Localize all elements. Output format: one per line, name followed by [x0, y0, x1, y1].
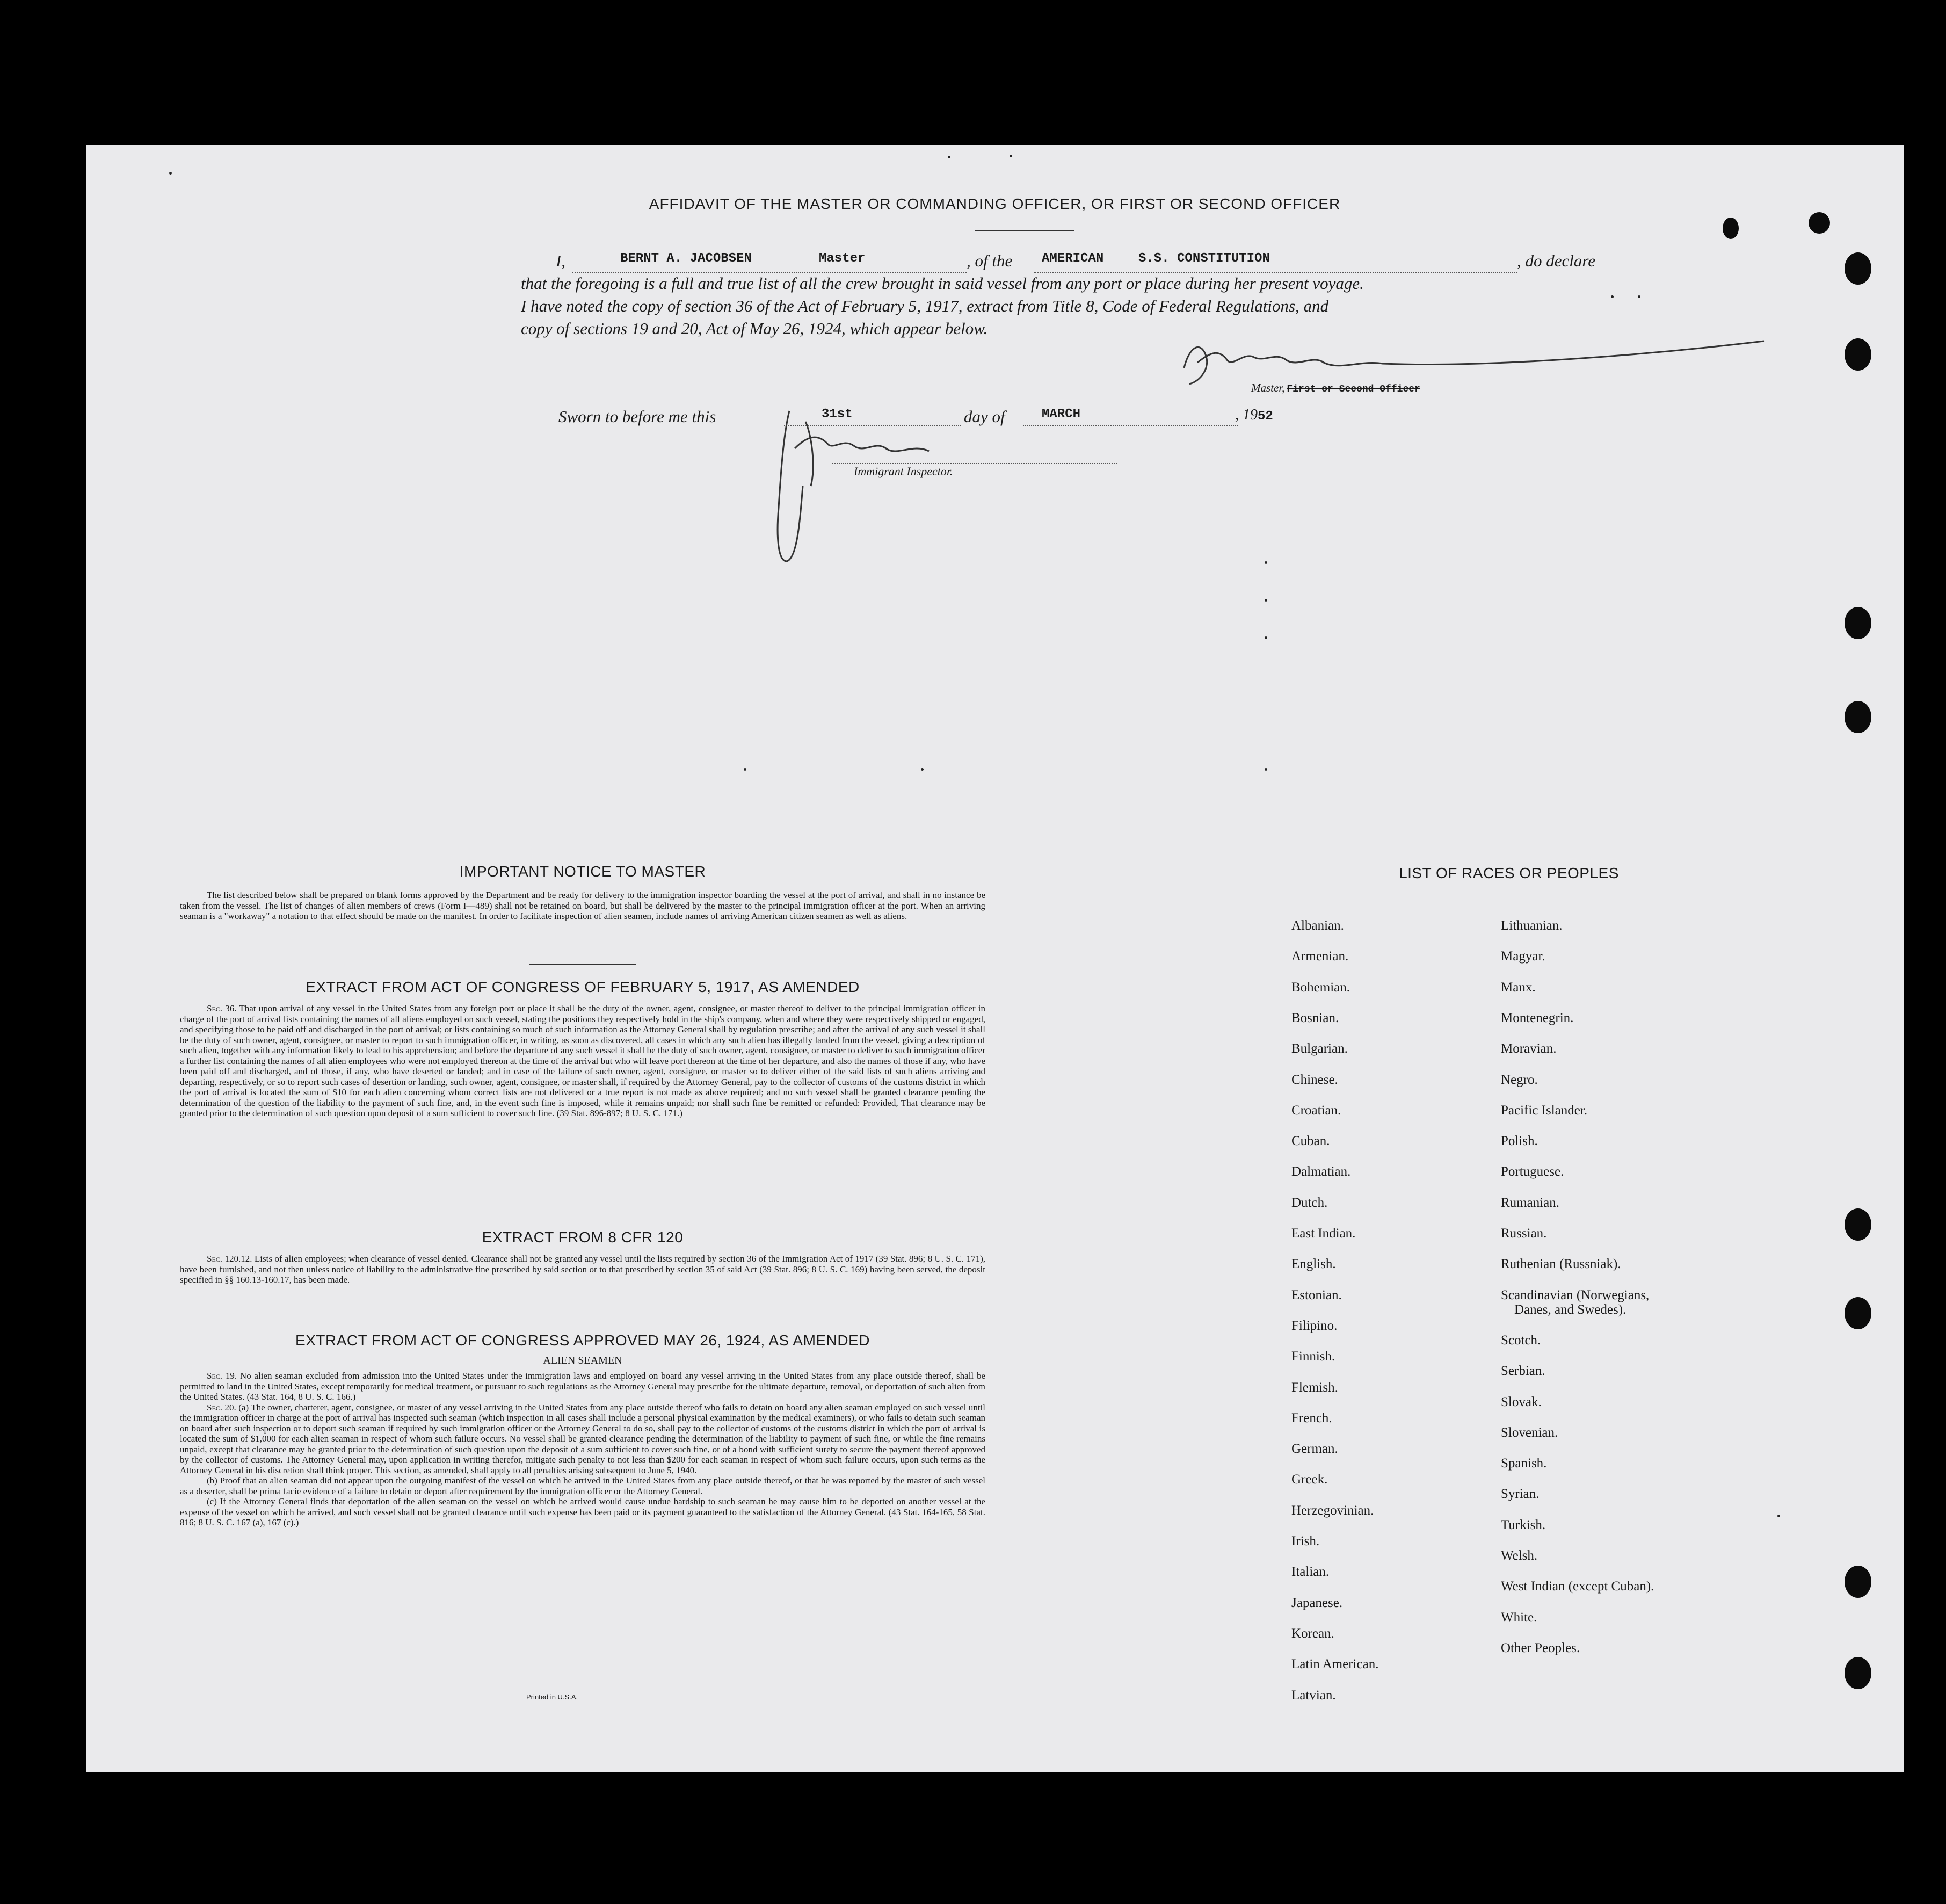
- race-item: Russian.: [1501, 1226, 1547, 1241]
- affidavit-title: AFFIDAVIT OF THE MASTER OR COMMANDING OFFICER, OR FIRST OR SECOND OFFICER: [649, 196, 1341, 212]
- punch-hole: [1845, 701, 1871, 733]
- vessel-name: S.S. CONSTITUTION: [1138, 251, 1270, 266]
- sec-19: [180, 1371, 985, 1402]
- inspector-signature: [757, 400, 983, 572]
- race-item: Welsh.: [1501, 1548, 1538, 1563]
- sec-20-label: Sec. 20.: [207, 1402, 236, 1413]
- signer-caption-struck: First or Second Officer: [1287, 384, 1420, 395]
- punch-hole: [1845, 1657, 1871, 1689]
- race-item: Portuguese.: [1501, 1164, 1564, 1179]
- race-item: Armenian.: [1291, 949, 1349, 964]
- extract-1924-text: [180, 1371, 985, 1528]
- race-item: Syrian.: [1501, 1487, 1540, 1502]
- race-item: Bulgarian.: [1291, 1041, 1348, 1056]
- race-item: Serbian.: [1501, 1364, 1545, 1379]
- race-item: Finnish.: [1291, 1349, 1335, 1364]
- sec-20a-body: (a) The owner, charterer, agent, consignee, or master of any vessel arriving in the United States from any place outside thereof who fails to detain on board any alien seaman employed on such vessel until the immigration officer in charge at the port of arrival has inspected such seaman (which inspection in all cases shall include a personal physical examination by the medical examiners), or who fails to detain such seaman on board after such inspection or to deport such seaman if required by such immigration officer or the Attorney General to do so, shall pay to the collector of customs of the customs district in which the port of arrival is located the sum of $1,000 for each alien seaman in respect of whom such failure occurs. No vessel shall be granted clearance pending the determination of the liability to payment of such fine, or while the fine remains unpaid, except that clearance may be granted prior to the determination of such question upon the deposit of a sum sufficient to cover such fine, or of a bond with sufficient surety to secure the payment thereof approved by the collector of customs. The Attorney General may, upon application in writing therefor, mitigate such penalty to not less than $200 for each seaman in respect of whom such failure occurs, upon such terms as the Attorney General in his discretion shall think proper. This section, as amended, shall apply to all penalties arising subsequent to June 5, 1940.: [180, 1402, 986, 1475]
- sec-19-label: Sec. 19.: [207, 1371, 237, 1381]
- punch-hole: [1845, 252, 1871, 285]
- day-of-label: day of: [964, 407, 1005, 426]
- race-item: Pacific Islander.: [1501, 1103, 1588, 1118]
- punch-hole: [1845, 1208, 1871, 1241]
- printed-in-usa: Printed in U.S.A.: [526, 1693, 578, 1701]
- race-item: Polish.: [1501, 1134, 1538, 1149]
- race-item: White.: [1501, 1610, 1537, 1625]
- race-item: Albanian.: [1291, 918, 1344, 933]
- race-item: Negro.: [1501, 1072, 1538, 1087]
- race-item: East Indian.: [1291, 1226, 1356, 1241]
- sworn-label: Sworn to before me this: [558, 407, 716, 426]
- sec-120-label: Sec. 120.12.: [207, 1254, 252, 1264]
- race-item: West Indian (except Cuban).: [1501, 1579, 1654, 1594]
- race-item: Latin American.: [1291, 1657, 1379, 1672]
- extract-cfr-heading: EXTRACT FROM 8 CFR 120: [482, 1229, 684, 1246]
- extract-1924-heading: EXTRACT FROM ACT OF CONGRESS APPROVED MAY 26, 1924, AS AMENDED: [295, 1332, 870, 1349]
- race-item: Turkish.: [1501, 1517, 1546, 1532]
- race-item: Cuban.: [1291, 1134, 1330, 1149]
- race-item: Dutch.: [1291, 1195, 1328, 1210]
- punch-hole: [1845, 1297, 1871, 1329]
- race-item: Greek.: [1291, 1472, 1328, 1487]
- year-suffix: 52: [1258, 409, 1273, 424]
- extract-1917-text: [180, 1003, 985, 1119]
- sworn-month: MARCH: [1042, 407, 1081, 422]
- race-item: Japanese.: [1291, 1595, 1343, 1610]
- race-item: Spanish.: [1501, 1456, 1547, 1471]
- master-rank: Master: [819, 251, 866, 266]
- race-item: Danes, and Swedes).: [1514, 1302, 1626, 1317]
- race-item: Croatian.: [1291, 1103, 1341, 1118]
- race-item: Chinese.: [1291, 1072, 1338, 1087]
- inspector-caption: Immigrant Inspector.: [854, 465, 953, 478]
- notice-text: The list described below shall be prepared on blank forms approved by the Department and be ready for delivery to the immigration inspector boarding the vessel at the port of arrival, and shall in no instance be taken from the vessel. The list of changes of alien members of crews (Form I—489) shall not be retained on board, but shall be delivered by the master to the principal immigration officer at the port. When an arriving seaman is a "workaway" a notation to that effect should be made on the manifest. In order to facilitate inspection of alien seamen, include names of arriving American citizen seamen as well as aliens.: [180, 890, 985, 921]
- year-prefix: , 19: [1235, 407, 1258, 423]
- race-item: Montenegrin.: [1501, 1010, 1574, 1025]
- document-page: [86, 145, 1904, 1772]
- race-item: Lithuanian.: [1501, 918, 1563, 933]
- race-item: Other Peoples.: [1501, 1640, 1580, 1655]
- notice-heading: IMPORTANT NOTICE TO MASTER: [459, 863, 706, 880]
- master-name: BERNT A. JACOBSEN: [620, 251, 752, 266]
- race-item: Latvian.: [1291, 1688, 1336, 1703]
- sec-36-body: That upon arrival of any vessel in the United States from any foreign port or place it shall be the duty of the owner, agent, consignee, or master thereof to deliver to the principal immigration officer in charge of the port of arrival lists containing the names of all aliens employed on such vessel, stating the positions they respectively hold in the ship's company, when and where they were respectively shipped or engaged, and specifying those to be paid off and discharged in the port of arrival; or lists containing so much of such information as the Attorney General shall by regulation prescribe; and after the arrival of any such vessel it shall be the duty of such owner, agent, consignee, or master to report to such immigration officer, in writing, as soon as discovered, all cases in which any such alien has illegally landed from the vessel, giving a description of such alien, together with any information likely to lead to his apprehension; and before the departure of any such vessel it shall be the duty of such owner, agent, consignee, or master to deliver to such immigration officer a further list containing the names of all alien employees who were not employed thereon at the time of the arrival but who will leave port thereon at the time of her departure, and also the names of those if any, who have been paid off and discharged, and of those, if any, who have deserted or landed; and in case of the failure of such owner, agent, consignee, or master so to deliver either of the said lists of such aliens arriving and departing, respectively, or so to report such cases of desertion or landing, such owner, agent, consignee, or master shall, if required by the Attorney General, pay to the collector of customs of the customs district in which the port of arrival is located the sum of $10 for each alien concerning whom correct lists are not delivered or a true report is not made as above required; and no such vessel shall be granted clearance pending the determination of the question of the liability to the payment of such fine, and, in the event such fine is imposed, while it remains unpaid; nor shall such fine be remitted or refunded: Provided, That clearance may be granted prior to the determination of such question upon deposit of a sum sufficient to cover such fine. (39 Stat. 896-897; 8 U. S. C. 171.): [180, 1003, 985, 1118]
- sworn-year: [1235, 407, 1273, 424]
- race-item: French.: [1291, 1410, 1332, 1425]
- race-item: Flemish.: [1291, 1380, 1338, 1395]
- race-item: Bohemian.: [1291, 980, 1350, 995]
- extract-1917-heading: EXTRACT FROM ACT OF CONGRESS OF FEBRUARY 5, 1917, AS AMENDED: [306, 979, 860, 995]
- signer-caption-prefix: Master,: [1251, 381, 1285, 394]
- sec-20a: [180, 1402, 985, 1476]
- race-item: Manx.: [1501, 980, 1536, 995]
- race-item: Italian.: [1291, 1565, 1330, 1580]
- signer-caption: [1251, 381, 1530, 395]
- punch-hole: [1809, 212, 1830, 234]
- race-item: Dalmatian.: [1291, 1164, 1351, 1179]
- race-item: Herzegovinian.: [1291, 1503, 1374, 1518]
- do-declare-label: , do declare: [1517, 251, 1596, 270]
- race-item: Magyar.: [1501, 949, 1545, 964]
- punch-hole: [1845, 1566, 1871, 1598]
- race-item: German.: [1291, 1442, 1338, 1457]
- vessel-nationality: AMERICAN: [1042, 251, 1104, 266]
- rule-1: [529, 964, 636, 965]
- races-heading: LIST OF RACES OR PEOPLES: [1399, 865, 1619, 881]
- sec-36-label: Sec. 36.: [207, 1003, 237, 1013]
- alien-seamen-subheading: ALIEN SEAMEN: [543, 1355, 622, 1366]
- race-item: Rumanian.: [1501, 1195, 1560, 1210]
- title-rule: [975, 230, 1074, 231]
- race-item: Scandinavian (Norwegians,: [1501, 1287, 1650, 1302]
- sec-120-body: Lists of alien employees; when clearance of vessel denied. Clearance shall not be granted any vessel until the lists required by section 36 of the Immigration Act of 1917 (39 Stat. 896; 8 U. S. C. 171), have been furnished, and not then unless notice of liability to the administrative fine prescribed by said section or to that prescribed by section 35 of said Act (39 Stat. 896; 8 U. S. C. 169) having been served, the deposit specified in §§ 160.13-160.17, has been made.: [180, 1254, 985, 1285]
- inspector-blank: [832, 463, 1117, 464]
- affidavit-line2: that the foregoing is a full and true list of all the crew brought in said vessel from any port or place during her present voyage.: [521, 274, 1364, 293]
- race-item: Ruthenian (Russniak).: [1501, 1257, 1621, 1272]
- sec-19-body: No alien seaman excluded from admission into the United States under the immigration laws and employed on board any vessel arriving in the United States from any place outside thereof, shall be permitted to land in the United States, except temporarily for medical treatment, or pursuant to such regulations as the Attorney General may prescribe for the ultimate departure, removal, or deportation of such alien from the United States. (43 Stat. 164, 8 U. S. C. 166.): [180, 1371, 986, 1402]
- sworn-day: 31st: [822, 407, 853, 422]
- punch-hole: [1845, 338, 1871, 371]
- race-item: Irish.: [1291, 1534, 1320, 1548]
- affidavit-line3: I have noted the copy of section 36 of the Act of February 5, 1917, extract from Title 8, Code of Federal Regulations, and: [521, 296, 1329, 315]
- race-item: Slovak.: [1501, 1394, 1542, 1409]
- extract-cfr-text: [180, 1254, 985, 1285]
- race-item: Moravian.: [1501, 1041, 1557, 1056]
- affidavit-line4: copy of sections 19 and 20, Act of May 26, 1924, which appear below.: [521, 319, 988, 338]
- race-item: Estonian.: [1291, 1287, 1342, 1302]
- punch-hole: [1723, 218, 1739, 239]
- of-the-label: , of the: [967, 251, 1013, 270]
- race-item: Korean.: [1291, 1626, 1334, 1641]
- race-item: English.: [1291, 1257, 1336, 1272]
- sec-20b: (b) Proof that an alien seaman did not appear upon the outgoing manifest of the vessel on which he arrived in the United States from any place outside thereof, or that he was reported by the master of such vessel as a deserter, shall be prima facie evidence of a failure to detain or deport after requirement by the immigration officer or the Attorney General.: [180, 1475, 985, 1496]
- i-label: I,: [556, 251, 566, 270]
- sworn-month-blank: [1023, 425, 1238, 426]
- punch-hole: [1845, 607, 1871, 639]
- race-item: Filipino.: [1291, 1318, 1338, 1333]
- sec-20c: (c) If the Attorney General finds that deportation of the alien seaman on the vessel on which he arrived would cause undue hardship to such seaman he may cause him to be deported on another vessel at the expense of the vessel on which he arrived, and such vessel shall not be granted clearance until such expense has been paid or its payment guaranteed to the satisfaction of the Attorney General. (43 Stat. 164-165, 58 Stat. 816; 8 U. S. C. 167 (a), 167 (c).): [180, 1496, 985, 1527]
- race-item: Scotch.: [1501, 1333, 1541, 1348]
- race-item: Bosnian.: [1291, 1010, 1339, 1025]
- race-item: Slovenian.: [1501, 1425, 1558, 1440]
